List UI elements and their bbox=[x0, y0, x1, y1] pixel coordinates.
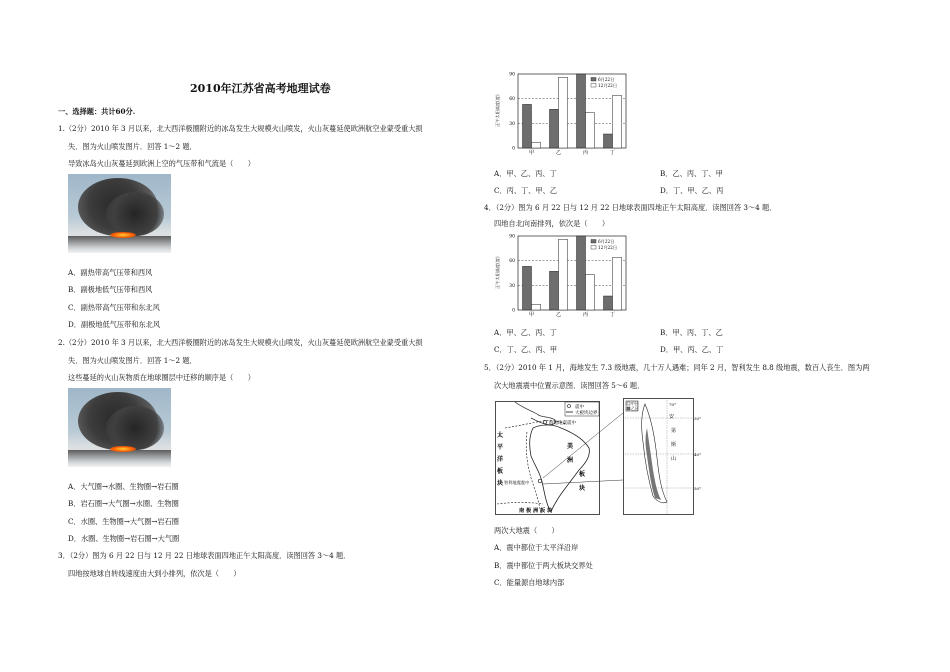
pacific-plate-label: 板 bbox=[497, 468, 504, 475]
q4-option-b[interactable]: B．甲、丙、丁、乙 bbox=[660, 328, 723, 337]
q2-stem-cont: 失．图为火山喷发图片．回答 1～2 题． bbox=[68, 356, 197, 365]
q3-stem: 3．（2分）图为 6 月 22 日与 12 月 22 日地球表面四地正午太阳高度．读图回答 3～4 题． bbox=[58, 551, 351, 560]
x-tick-label: 丙 bbox=[582, 312, 589, 318]
q4-subquestion: 四地自北向南排列，依次是（ ） bbox=[494, 219, 610, 228]
x-tick-label: 乙 bbox=[555, 312, 562, 318]
legend-swatch bbox=[591, 240, 596, 244]
section-heading: 一、选择题：共计60分. bbox=[58, 107, 136, 116]
legend-swatch bbox=[591, 84, 596, 88]
legend-epicenter-label: 震中 bbox=[575, 405, 584, 410]
x-tick-label: 丁 bbox=[609, 312, 616, 318]
bar-december bbox=[586, 275, 595, 310]
q2-subquestion: 这些蔓延的火山灰物质在地球圈层中迁移的顺序是（ ） bbox=[68, 373, 255, 382]
q2-stem: 2.（2分）2010 年 3 月以来，北大西洋极圈附近的冰岛发生大规模火山喷发，火山灰蔓延使欧洲航空业蒙受重大损 bbox=[58, 338, 423, 347]
q5-subquestion: 两次大地震（ ） bbox=[494, 526, 559, 535]
bar-december bbox=[586, 113, 595, 148]
y-tick-label: 30 bbox=[509, 121, 515, 127]
q5-stem-cont: 次大地震震中位置示意图．读图回答 5～6 题． bbox=[494, 381, 645, 390]
bar-june bbox=[523, 266, 532, 310]
pacific-plate-label: 平 bbox=[497, 444, 504, 451]
q1-option-d[interactable]: D．副极地低气压带和东北风 bbox=[68, 320, 161, 329]
legend-label: 6月22日 bbox=[598, 77, 615, 82]
q1-stem-cont: 失．图为火山喷发图片．回答 1～2 题． bbox=[68, 142, 197, 151]
q3-option-d[interactable]: D．丁、甲、乙、丙 bbox=[660, 186, 724, 195]
earthquake-map bbox=[495, 398, 720, 522]
q1-option-a[interactable]: A．副热带高气压带和西风 bbox=[68, 268, 153, 277]
volcano-photo bbox=[68, 174, 171, 253]
y-tick-label: 90 bbox=[509, 72, 515, 78]
x-tick-label: 甲 bbox=[528, 312, 535, 318]
southern-plate-label: 南 极 洲 板 块 bbox=[519, 508, 553, 514]
q1-option-c[interactable]: C．副热带高气压带和东北风 bbox=[68, 303, 160, 312]
y-tick-label: 0 bbox=[512, 308, 515, 314]
latitude-label: 30° bbox=[694, 416, 702, 421]
legend-label: 12月22日 bbox=[598, 245, 618, 250]
inset-legend-label: 甲区 bbox=[631, 401, 639, 406]
america-plate-label: 洲 bbox=[567, 457, 574, 464]
q4-option-c[interactable]: C．丁、乙、丙、甲 bbox=[494, 345, 558, 354]
sun-altitude-chart-1 bbox=[490, 70, 640, 160]
y-tick-label: 60 bbox=[509, 97, 515, 103]
q2-option-a[interactable]: A．大气圈→水圈、生物圈→岩石圈 bbox=[68, 482, 179, 491]
x-tick-label: 甲 bbox=[528, 150, 535, 156]
y-tick-label: 90 bbox=[509, 234, 515, 240]
q3-option-c[interactable]: C．丙、丁、甲、乙 bbox=[494, 186, 558, 195]
q2-option-d[interactable]: D．水圈、生物圈→岩石圈→大气圈 bbox=[68, 534, 180, 543]
q4-stem: 4．（2分）图为 6 月 22 日与 12 月 22 日地球表面四地正午太阳高度．读图回答 3～4 题． bbox=[484, 203, 777, 212]
y-axis-label: 正午太阳高度(度) bbox=[495, 256, 500, 289]
latitude-label: 40° bbox=[694, 452, 702, 457]
america-plate-label: 块 bbox=[579, 485, 586, 492]
latitude-label: 50° bbox=[694, 486, 702, 491]
q1-subquestion: 导致冰岛火山灰蔓延到欧洲上空的气压带和气流是（ ） bbox=[68, 159, 255, 168]
q1-stem: 1.（2分）2010 年 3 月以来，北大西洋极圈附近的冰岛发生大规模火山喷发，火山灰蔓延使欧洲航空业蒙受重大损 bbox=[58, 124, 423, 133]
bar-december bbox=[532, 142, 541, 148]
q4-option-d[interactable]: D．甲、丙、乙、丁 bbox=[660, 345, 724, 354]
q5-option-c[interactable]: C．能量源自地球内部 bbox=[494, 578, 565, 587]
legend-boundary-label: 大板块边界 bbox=[575, 411, 598, 416]
q4-option-a[interactable]: A．甲、乙、丙、丁 bbox=[494, 328, 557, 337]
america-plate-label: 板 bbox=[579, 471, 586, 478]
x-tick-label: 丙 bbox=[582, 150, 589, 156]
q5-stem: 5．（2分）2010 年 1 月，海地发生 7.3 级地震，几十万人遇难；同年 2 月，智利发生 8.8 级地震，数百人丧生．图为两 bbox=[484, 363, 870, 372]
legend-swatch bbox=[591, 246, 596, 250]
bar-june bbox=[604, 134, 613, 148]
bar-december bbox=[532, 304, 541, 310]
y-tick-label: 60 bbox=[509, 259, 515, 265]
legend-swatch bbox=[591, 78, 596, 82]
chile-label: 智利地震震中 bbox=[504, 480, 530, 485]
bar-june bbox=[577, 236, 586, 310]
bar-june bbox=[577, 74, 586, 148]
pacific-plate-label: 洋 bbox=[497, 456, 504, 463]
bar-june bbox=[550, 271, 559, 310]
q3-subquestion: 四地按地球自转线速度由大到小排列，依次是（ ） bbox=[68, 569, 241, 578]
bar-june bbox=[550, 109, 559, 148]
bar-december bbox=[559, 239, 568, 310]
bar-december bbox=[559, 77, 568, 148]
q2-option-b[interactable]: B．岩石圈→大气圈→水圈、生物圈 bbox=[68, 499, 179, 508]
andes-label: 斯 bbox=[671, 442, 677, 448]
bar-chart-svg bbox=[490, 70, 640, 160]
legend-label: 12月22日 bbox=[598, 83, 618, 88]
bar-june bbox=[523, 104, 532, 148]
q5-option-b[interactable]: B．震中都位于两大板块交界处 bbox=[494, 561, 593, 570]
earthquake-map-svg bbox=[495, 398, 720, 518]
sun-altitude-chart-2 bbox=[490, 232, 640, 322]
andes-label: 第 bbox=[671, 428, 677, 434]
y-axis-label: 正午太阳高度(度) bbox=[495, 94, 500, 127]
y-tick-label: 0 bbox=[512, 146, 515, 152]
longitude-label: 70° bbox=[669, 402, 677, 407]
bar-december bbox=[613, 257, 622, 310]
q2-option-c[interactable]: C．水圈、生物圈→大气圈→岩石圈 bbox=[68, 517, 179, 526]
bar-december bbox=[613, 95, 622, 148]
bar-chart-svg bbox=[490, 232, 640, 322]
haiti-label: 海地地震震中 bbox=[549, 421, 576, 426]
page-title: 2010年江苏省高考地理试卷 bbox=[190, 82, 331, 95]
q3-option-b[interactable]: B．乙、丙、丁、甲 bbox=[660, 169, 723, 178]
pacific-plate-label: 太 bbox=[497, 432, 504, 439]
inset-legend-label: 乙区 bbox=[631, 406, 639, 411]
pacific-plate-label: 块 bbox=[497, 480, 504, 487]
x-tick-label: 丁 bbox=[609, 150, 616, 156]
q5-option-a[interactable]: A．震中都位于太平洋沿岸 bbox=[494, 543, 579, 552]
y-tick-label: 30 bbox=[509, 283, 515, 289]
america-plate-label: 美 bbox=[567, 443, 574, 450]
x-tick-label: 乙 bbox=[555, 150, 562, 156]
volcano-photo bbox=[68, 388, 171, 467]
andes-label: 安 bbox=[669, 414, 675, 420]
q3-option-a[interactable]: A．甲、乙、丙、丁 bbox=[494, 169, 557, 178]
q1-option-b[interactable]: B．副极地低气压带和西风 bbox=[68, 285, 153, 294]
bar-june bbox=[604, 296, 613, 310]
legend-label: 6月22日 bbox=[598, 239, 615, 244]
andes-label: 山 bbox=[671, 456, 677, 462]
